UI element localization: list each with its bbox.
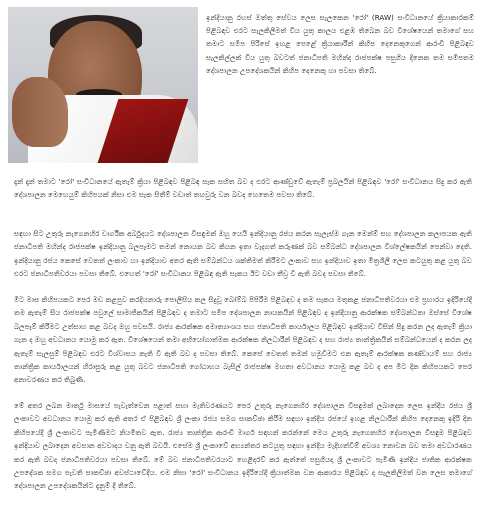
article-paragraph-5: මේ අතර ලබන මාර්තු මාසයේ පැවැත්වෙන පළාත් සභා මැතිවරණයට පෙර උතුරු නැගෙනහිර දේශපාලන විසඳුමක් ලබාදෙන ලෙස ඉන්දීය රජය ශ්‍රී ලංකාවට අවධානය යොමු කර ඇති අතර ඒ පිළිබඳව ශ්‍රී ලංකා රජය සමග සාකච්ඡා කිරීම සඳහා ඉන්දීය රජයේ ඉහළ නිලධාරීන් කිහිප දෙනෙකු ඉදිරි දින කිහිපයේදී ශ්‍රී ලංකාවට පැමිණීමට නියමිතව ඇත. රාජ්‍ය තාන්ත්‍රික ආරංචි මාර්ග සඳහන් කරන්නේ මෙය උතුරු නැගෙනහිර දේශපාලන විසඳුම පිළිබඳව ඉන්දියාව ලබාදෙන අවසාන අවවාදය වනු ඇති බවයි. එසේම ශ්‍රී ලංකාවේ අභ්‍යන්තර කටයුතු සඳහා ඉන්දීය මැදිහත්වීම් අවශ්‍ය නොවන බව තමා අවධාරණය කර ඇති බවද ජනාධිපතිවරයා පවසා තිබේ. මේ බව ජනාධිපතිවරයාට හෙළිදරව් කර ඇත්තේ පසුගියදා ශ්‍රී ලංකාවට පැමිණි ඉන්දීය ජාතික ආරක්ෂක උපදේශක සමග පැවති සාකච්ඡා අවස්ථාවේදීය. එම නිසා 'රෝ' සංවිධානය ඉදිරියේදී ක්‍රියාත්මක වන ආකාරය පිළිබඳව ද සැලකිලිමත් වන ලෙස තමාගේ දේශපාලන උපදේශකයින්ට දැනුම් දී තිබේ. <box>14 401 472 491</box>
article-photo <box>8 7 198 163</box>
article-paragraph-2: දැන් දැන් තමාට 'රෝ' සංවිධානයේ ඇතැම් ක්‍රියා පිළිබඳව පිළිබඳ සැක සහිත බව ද එරට ආණ්ඩුවේ ඇතැම් ප්‍රබලයින් පිළිබඳව 'රෝ' සංවිධානය සිදු කර ඇති දේශපාලන මෙහෙයුම් කිහිපයක් නිසා එම සැක සිතීම් වඩාත් තහවුරු වන බවද හෙතෙම පවසා තිබේ. <box>14 177 472 200</box>
article-paragraph-4: මීට මාස කිහිපයකට පෙර මඩ කළපුව කරදියනාරු පොලිසිය කල සිදුවූ බෝම්බ පිපිරීම පිළිබඳව ද තම සැකය මතුකළ ජනාධිපතිවරයා එම ප්‍රහාරය ඉදිරියේදී තම ඇතැම් සිය රාජපක්ෂ පවුලේ සාමාජිකයින් පිළිබඳව ද තමාට සමීප දේශපාලන නායකයින් පිළිබඳව ද ඉන්දියානු ආරක්ෂක සම්බන්ධතා ඔස්සේ විශේෂ බලපෑම් කිරීමට උත්සාහ කළ බවද ඔහු පවසයි. රාජ්‍ය ආරක්ෂක අමාත්‍යාංශය සහ ජනාධිපති කාර්යාලය පිළිබඳව ඉන්දියාව විසින් සිදු කරන ලද ඇතැම් ක්‍රියා ගැන ද ඔහු අවධානය යොමු කර ඇත. විශේෂයෙන් තමා අභියෝගාත්මක ආරක්ෂක නිලධාරීන් පිළිබඳව ද සහ රාජ්‍ය තාන්ත්‍රිකයින් සම්බන්ධයෙන් ද කරන ලද ඇතැම් සැලසුම් පිළිබඳව එරට විශ්වාසය නැති වී ඇති බව ද පවසා තිබේ. කෙසේ වෙතත් තමන් හමුවීමට එන ඇතැම් ආරක්ෂක කණ්ඩායම් සහ රාජ්‍ය තාන්ත්‍රික කාර්යාලයන් හිරාසුරු කළ යුතු බවට ජනාධිපති ගෝඨාභය බැසිල් රාජපක්ෂ මහතා අවධානය යොමු කළ බව ද අප මීට දින කිහිපයකට පෙර අනාවරණය කර තිබුණි. <box>14 295 472 385</box>
article-page <box>4 3 478 508</box>
article-paragraph-1: ඉන්දියානු රහස් ඔත්තු සේවය ලෙස සැලකෙන 'රෝ' (RAW) සංවිධානයේ ක්‍රියාකාරකම් පිළිබඳව එරට සැලකිලිමත් විය යුතු කාලය එළඹ තිබෙන බව විශේෂයෙන් තමාගේ සහ තමාට සමීප පිරිසේ ඉහළ පෙළේ ක්‍රියාකාරීන් කිහිප දෙනෙකුගෙන් ආරංචි පිළිබඳව සැලකිල්ලක් විය යුතු බවටත් ජනාධිපති මහින්ද රාජපක්ෂ පසුගිය දිනෙක තම සමීපතම දේශපාලන උපදේශකයින් කිහිප දෙනෙකු හා පවසා තිබේ. <box>206 13 474 75</box>
photo-hand <box>12 77 68 147</box>
article-paragraph-3: සඳහා සිට උතුරු නැගෙනහිර වාර්ගික අර්බුදයට දේශපාලන විසඳුමක් ඔහු යෙයි ඉන්දියානු රජය කරන සැලැස්ම ගැන මෙන්ම් සහ දේශපාලන කලාපයක ඇති ජනාධිපති මහින්ද රාජපක්ෂ ඉන්දියානු බලපෑමට තමන් නොයන බව කියන ඉතා වැදගත් කරුණක් බව සම්බන්ධ දේශපාලන විශ්ලේෂකයින් පෙන්වා දෙති. ඉන්දියානු රජය කෙසේ වෙතත් ලංකාව හා ඉන්දියාව අතර ඇති සම්බන්ධය ශක්තිමත් කිරීමට ලංකාව සහ ඉන්දියාව ඉතා මිත්‍රශීලී ලෙස කටයුතු කළ යුතු බව එරට ජනාධිපතිවරයා පවසා තිබේ. එහෙත් 'රෝ' සංවිධානය පිළිබඳ ඇති සැකය ඊට වඩා තීව්‍ර වී ඇති බවද පවසා තිබේ. <box>14 229 472 279</box>
